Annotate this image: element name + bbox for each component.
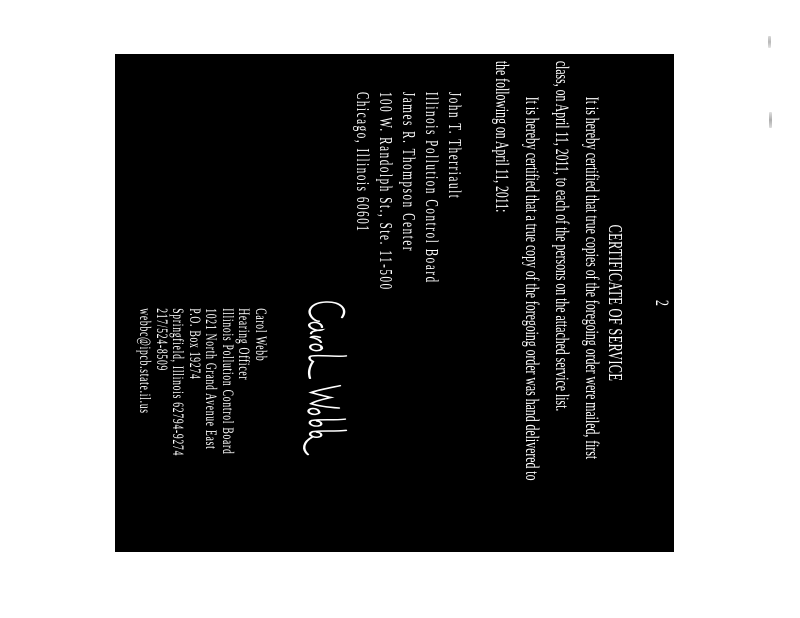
recipient-organization: Illinois Pollution Control Board — [422, 91, 442, 284]
recipient-name: John T. Therriault — [445, 91, 465, 200]
signer-email: webbc@ipcb.state.il.us — [136, 308, 154, 414]
signature-stroke — [290, 299, 352, 457]
document-title: CERTIFICATE OF SERVICE — [604, 224, 626, 382]
scan-artifact-speck — [768, 36, 771, 48]
paragraph-line: class, on April 11, 2011, to each of the persons on the attached service list. — [551, 60, 572, 412]
signer-po-box: P.O. Box 19274 — [186, 308, 203, 380]
signer-organization: Illinois Pollution Control Board — [219, 308, 236, 455]
signer-contact-block — [136, 308, 268, 456]
paragraph-line: It is hereby certified that true copies of the foregoing order were mailed, first — [581, 96, 602, 460]
signer-name: Carol Webb — [252, 308, 269, 362]
signer-city: Springfield, Illinois 62794-9274 — [169, 308, 187, 457]
scan-artifact-speck — [769, 112, 772, 128]
hand-delivery-recipient-address — [351, 92, 466, 291]
recipient-city: Chicago, Illinois 60601 — [353, 91, 373, 233]
certificate-of-service-page — [115, 54, 674, 552]
signer-title: Hearing Officer — [235, 308, 253, 381]
signer-street: 1021 North Grand Avenue East — [202, 308, 220, 450]
page-number: 2 — [651, 299, 672, 306]
recipient-building: James R. Thompson Center — [399, 91, 419, 253]
handwritten-signature-carol-webb — [290, 299, 352, 457]
paragraph-line: the following on April 11, 2011: — [491, 60, 512, 213]
paragraph-line: It is hereby certified that a true copy of the foregoing order was hand delivered to — [521, 96, 542, 481]
recipient-street: 100 W. Randolph St., Ste. 11-500 — [376, 91, 396, 291]
hand-delivery-certification-paragraph — [486, 61, 546, 547]
signer-phone: 217/524-8509 — [153, 308, 170, 372]
mailing-certification-paragraph — [546, 61, 606, 547]
scanned-page-region — [115, 54, 674, 552]
